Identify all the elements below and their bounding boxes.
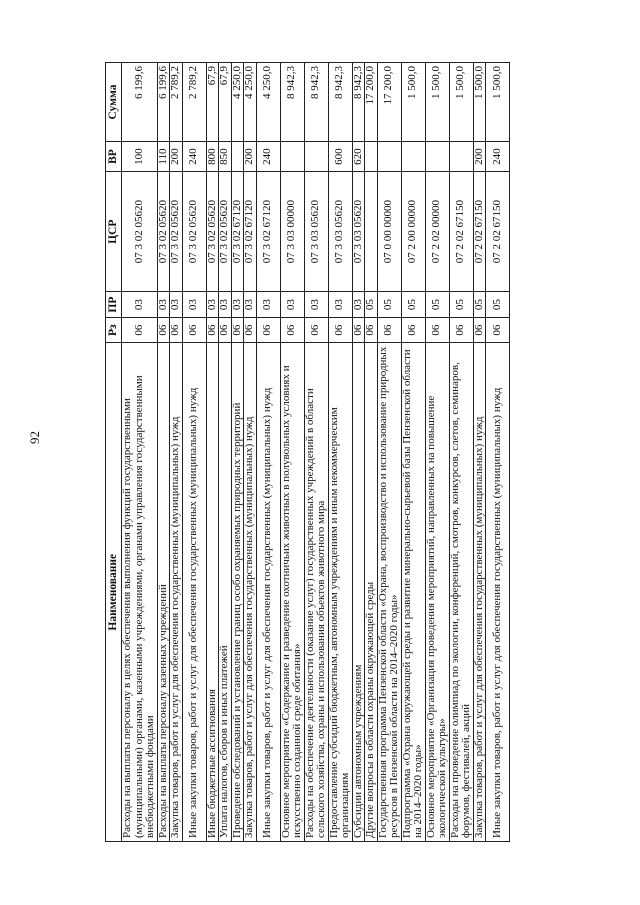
- cell-rz: 06: [206, 317, 219, 343]
- cell-pr: 05: [486, 292, 510, 318]
- cell-csr: [365, 172, 378, 292]
- cell-csr: 07 0 00 00000: [377, 172, 401, 292]
- header-vr: ВР: [106, 142, 122, 172]
- cell-sum: 1 500,0: [449, 63, 473, 142]
- cell-csr: 07 3 02 05620: [206, 172, 219, 292]
- table-row: [206, 63, 219, 842]
- cell-csr: 07 2 02 67150: [473, 172, 486, 292]
- cell-sum: 8 942,3: [304, 63, 328, 142]
- cell-name: Иные закупки товаров, работ и услуг для обеспечения государственных (муниципальных) нужд: [182, 343, 206, 842]
- table-row: [304, 63, 328, 842]
- cell-pr: 03: [256, 292, 280, 318]
- cell-vr: [280, 142, 304, 172]
- cell-pr: 03: [304, 292, 328, 318]
- table-row: [280, 63, 304, 842]
- cell-pr: 03: [170, 292, 183, 318]
- budget-table: [105, 62, 510, 842]
- cell-name: Иные закупки товаров, работ и услуг для обеспечения государственных (муниципальных) нужд: [486, 343, 510, 842]
- cell-rz: 06: [425, 317, 449, 343]
- cell-vr: 600: [328, 142, 352, 172]
- cell-sum: 1 500,0: [425, 63, 449, 142]
- cell-rz: 06: [401, 317, 425, 343]
- cell-sum: 2 789,2: [170, 63, 183, 142]
- cell-vr: 110: [157, 142, 170, 172]
- cell-csr: 07 3 03 00000: [280, 172, 304, 292]
- cell-pr: 03: [328, 292, 352, 318]
- cell-rz: 06: [486, 317, 510, 343]
- cell-csr: 07 2 02 00000: [425, 172, 449, 292]
- cell-rz: 06: [244, 317, 257, 343]
- cell-name: Закупка товаров, работ и услуг для обеспечения государственных (муниципальных) нужд: [473, 343, 486, 842]
- cell-pr: 03: [280, 292, 304, 318]
- header-sum: Сумма: [106, 63, 122, 142]
- cell-csr: 07 3 02 05620: [157, 172, 170, 292]
- cell-pr: 05: [365, 292, 378, 318]
- cell-sum: 67,9: [206, 63, 219, 142]
- cell-sum: 17 200,0: [365, 63, 378, 142]
- cell-name: Закупка товаров, работ и услуг для обеспечения государственных (муниципальных) нужд: [244, 343, 257, 842]
- cell-vr: [449, 142, 473, 172]
- table-row: [486, 63, 510, 842]
- cell-name: Подпрограмма «Охрана окружающей среды и развитие минерально-сырьевой базы Пензенской области на 2014–2020 годы»: [401, 343, 425, 842]
- header-csr: ЦСР: [106, 172, 122, 292]
- cell-vr: 200: [473, 142, 486, 172]
- table-row: [170, 63, 183, 842]
- table-row: [425, 63, 449, 842]
- cell-name: Расходы на обеспечение деятельности (оказание услуг) государственных учреждений в области сельского хозяйства, охраны и использования объектов животного мира: [304, 343, 328, 842]
- cell-csr: 07 2 02 67150: [486, 172, 510, 292]
- cell-csr: 07 3 02 67120: [256, 172, 280, 292]
- cell-pr: 05: [449, 292, 473, 318]
- cell-sum: 8 942,3: [328, 63, 352, 142]
- cell-rz: 06: [170, 317, 183, 343]
- cell-name: Расходы на выплаты персоналу в целях обеспечения выполнения функций государственными (муниципальными) органами, казенными учреждениями, органами управления государственными внебюджетными фондами: [122, 343, 158, 842]
- cell-sum: 4 250,0: [244, 63, 257, 142]
- cell-rz: 06: [377, 317, 401, 343]
- rotated-page-content: [105, 62, 537, 842]
- table-row: [157, 63, 170, 842]
- cell-sum: 8 942,3: [280, 63, 304, 142]
- cell-pr: 05: [473, 292, 486, 318]
- cell-name: Основное мероприятие «Организация проведения мероприятий, направленных на повышение экологической культуры»: [425, 343, 449, 842]
- cell-csr: 07 3 02 05620: [182, 172, 206, 292]
- table-row: [377, 63, 401, 842]
- cell-rz: 06: [304, 317, 328, 343]
- cell-rz: 06: [365, 317, 378, 343]
- cell-csr: 07 2 02 67150: [449, 172, 473, 292]
- cell-pr: 03: [231, 292, 244, 318]
- cell-rz: 06: [256, 317, 280, 343]
- cell-sum: 6 199,6: [157, 63, 170, 142]
- cell-sum: 8 942,3: [352, 63, 365, 142]
- cell-name: Иные закупки товаров, работ и услуг для обеспечения государственных (муниципальных) нужд: [256, 343, 280, 842]
- cell-vr: [401, 142, 425, 172]
- cell-rz: 06: [473, 317, 486, 343]
- table-row: [256, 63, 280, 842]
- cell-rz: 06: [122, 317, 158, 343]
- cell-csr: 07 3 03 05620: [352, 172, 365, 292]
- table-row: [401, 63, 425, 842]
- cell-vr: 850: [219, 142, 232, 172]
- cell-sum: 4 250,0: [231, 63, 244, 142]
- header-pr: ПР: [106, 292, 122, 318]
- cell-vr: 620: [352, 142, 365, 172]
- cell-name: Закупка товаров, работ и услуг для обеспечения государственных (муниципальных) нужд: [170, 343, 183, 842]
- cell-rz: 06: [219, 317, 232, 343]
- table-row: [449, 63, 473, 842]
- cell-name: Субсидии автономным учреждениям: [352, 343, 365, 842]
- table-row: [182, 63, 206, 842]
- cell-vr: [425, 142, 449, 172]
- cell-pr: 03: [244, 292, 257, 318]
- cell-name: Расходы на выплаты персоналу казенных учреждений: [157, 343, 170, 842]
- cell-rz: 06: [182, 317, 206, 343]
- cell-vr: 240: [486, 142, 510, 172]
- cell-vr: [304, 142, 328, 172]
- cell-vr: [365, 142, 378, 172]
- table-row: [365, 63, 378, 842]
- cell-rz: 06: [280, 317, 304, 343]
- cell-vr: 200: [170, 142, 183, 172]
- cell-vr: 800: [206, 142, 219, 172]
- table-row: [231, 63, 244, 842]
- cell-pr: 03: [182, 292, 206, 318]
- cell-name: Основное мероприятие «Содержание и разведение охотничьих животных в полувольных условиях и искусственно созданной среде обитания»: [280, 343, 304, 842]
- cell-csr: 07 3 02 67120: [244, 172, 257, 292]
- header-rz: Рз: [106, 317, 122, 343]
- cell-name: Проведение обследований и установление границ особо охраняемых природных территорий: [231, 343, 244, 842]
- cell-vr: 100: [122, 142, 158, 172]
- cell-pr: 03: [157, 292, 170, 318]
- page-number: 92: [27, 431, 42, 444]
- cell-pr: 05: [377, 292, 401, 318]
- cell-name: Другие вопросы в области охраны окружающей среды: [365, 343, 378, 842]
- cell-rz: 06: [352, 317, 365, 343]
- cell-rz: 06: [231, 317, 244, 343]
- cell-name: Предоставление субсидий бюджетным, автономным учреждениям и иным некоммерческим организациям: [328, 343, 352, 842]
- cell-pr: 03: [206, 292, 219, 318]
- cell-sum: 2 789,2: [182, 63, 206, 142]
- cell-csr: 07 3 03 05620: [328, 172, 352, 292]
- cell-sum: 67,9: [219, 63, 232, 142]
- table-row: [352, 63, 365, 842]
- cell-vr: 240: [182, 142, 206, 172]
- cell-pr: 03: [219, 292, 232, 318]
- cell-sum: 1 500,0: [486, 63, 510, 142]
- cell-csr: 07 3 02 05620: [170, 172, 183, 292]
- cell-pr: 03: [122, 292, 158, 318]
- cell-name: Иные бюджетные ассигнования: [206, 343, 219, 842]
- cell-rz: 06: [157, 317, 170, 343]
- table-row: [122, 63, 158, 842]
- table-row: [328, 63, 352, 842]
- cell-csr: 07 3 02 05620: [122, 172, 158, 292]
- cell-sum: 17 200,0: [377, 63, 401, 142]
- table-header-row: [106, 63, 122, 842]
- cell-vr: 240: [256, 142, 280, 172]
- header-name: Наименование: [106, 343, 122, 842]
- cell-csr: 07 3 03 05620: [304, 172, 328, 292]
- cell-pr: 05: [401, 292, 425, 318]
- cell-csr: 07 3 02 05620: [219, 172, 232, 292]
- cell-vr: [377, 142, 401, 172]
- cell-name: Государственная программа Пензенской области «Охрана, воспроизводство и использование природных ресурсов в Пензенской области на 2014–2020 годы»: [377, 343, 401, 842]
- cell-csr: 07 2 00 00000: [401, 172, 425, 292]
- cell-sum: 1 500,0: [473, 63, 486, 142]
- cell-name: Расходы на проведение олимпиад по экологии, конференций, смотров, конкурсов, слетов, семинаров, форумов, фестивалей, акций: [449, 343, 473, 842]
- table-row: [473, 63, 486, 842]
- cell-rz: 06: [449, 317, 473, 343]
- cell-vr: [231, 142, 244, 172]
- table-row: [244, 63, 257, 842]
- cell-pr: 05: [425, 292, 449, 318]
- cell-sum: 1 500,0: [401, 63, 425, 142]
- cell-csr: 07 3 02 67120: [231, 172, 244, 292]
- cell-name: Уплата налогов, сборов и иных платежей: [219, 343, 232, 842]
- cell-sum: 6 199,6: [122, 63, 158, 142]
- cell-rz: 06: [328, 317, 352, 343]
- table-row: [219, 63, 232, 842]
- cell-sum: 4 250,0: [256, 63, 280, 142]
- cell-vr: 200: [244, 142, 257, 172]
- cell-pr: 03: [352, 292, 365, 318]
